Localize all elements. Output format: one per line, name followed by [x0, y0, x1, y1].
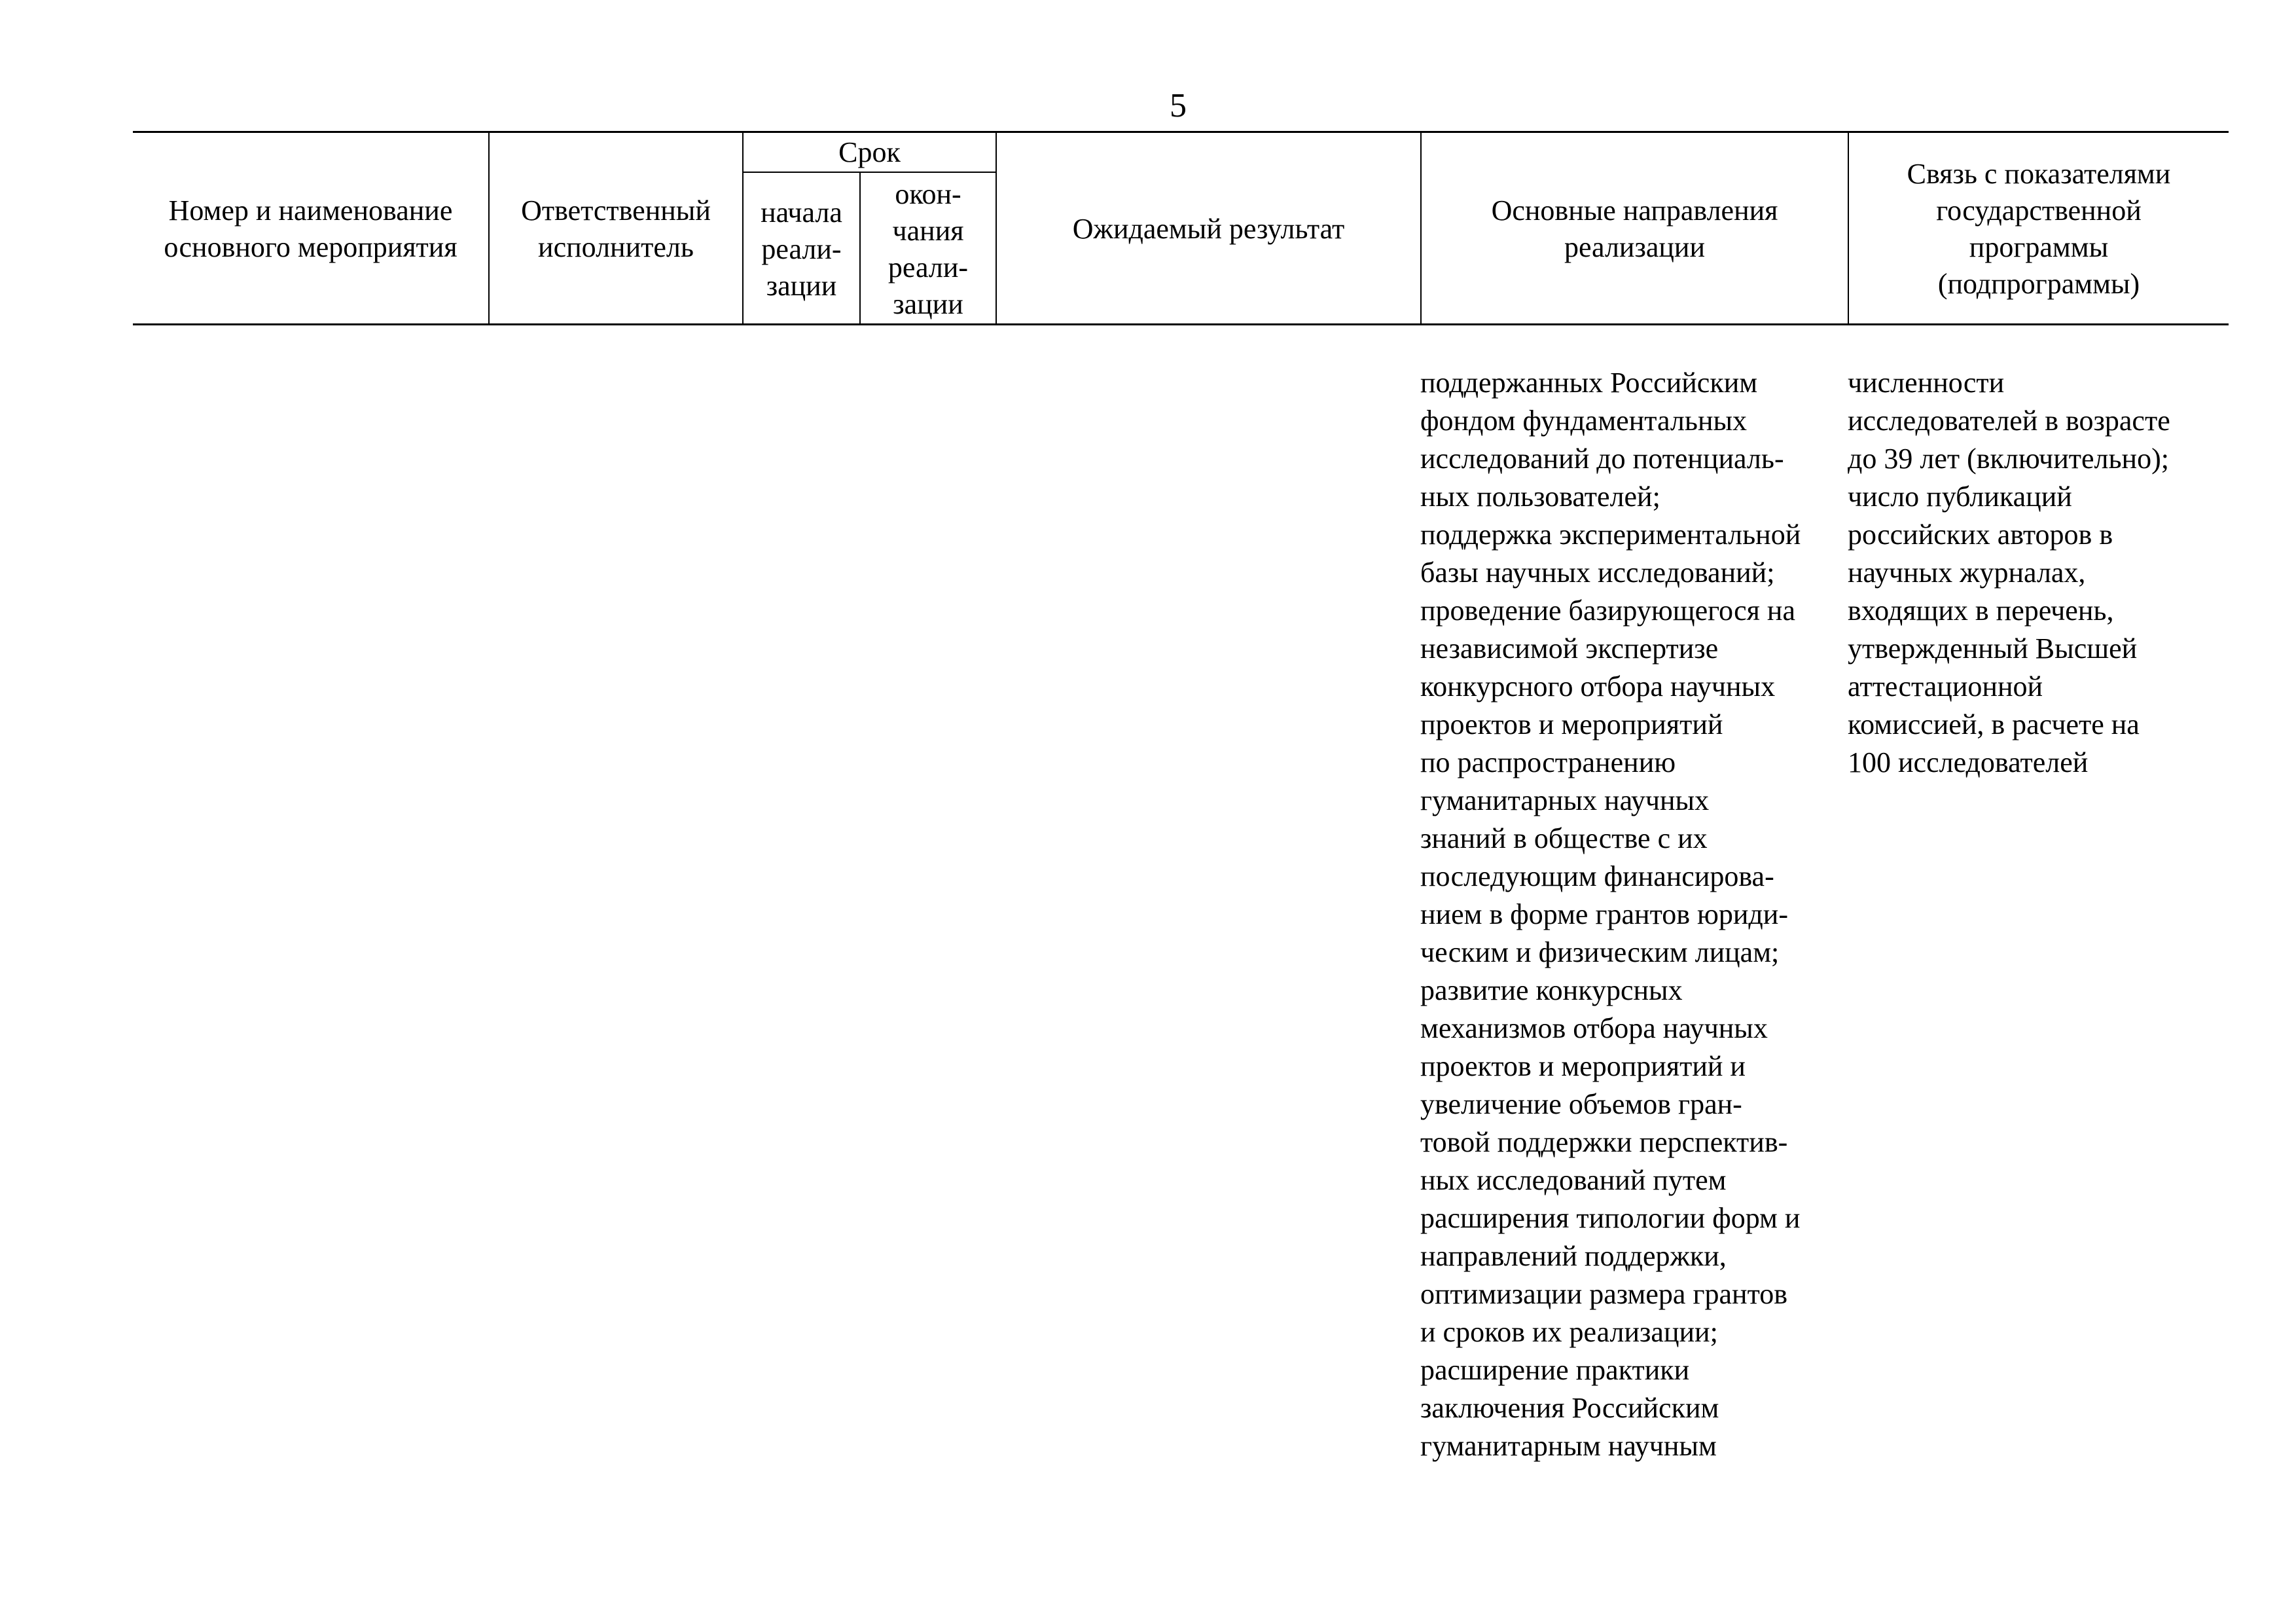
- header-expected-result: Ожидаемый результат: [1072, 213, 1345, 245]
- header-term: Срок: [838, 136, 901, 168]
- header-executor: Ответственный исполнитель: [521, 194, 711, 263]
- indicators-cell: численности исследователей в возрасте до 39 лет (включительно); число публикаций российских авторов в научных журналах, входящих в перечень, утвержденный Высшей аттестационной комиссией, в расчете на 100 исследователей: [1848, 367, 2170, 778]
- header-term-start: начала реали- зации: [761, 196, 842, 302]
- header-term-end: окон- чания реали- зации: [888, 178, 969, 320]
- header-event-name: Номер и наименование основного мероприятия: [164, 194, 457, 263]
- table-header: [133, 131, 2229, 325]
- header-indicators: Связь с показателями государственной программы (подпрограммы): [1907, 158, 2171, 300]
- directions-cell: поддержанных Российским фондом фундаментальных исследований до потенциаль- ных пользователей; поддержка экспериментальной базы научных исследований; проведение базирующегося на независимой экспертизе конкурсного отбора научных проектов и мероприятий по распространению гуманитарных научных знаний в обществе с их последующим финансирова- нием в форме грантов юриди- ческим и физическим лицам; развитие конкурсных механизмов отбора научных проектов и мероприятий и увеличение объемов гран- товой поддержки перспектив- ных исследований путем расширения типологии форм и направлений поддержки, оптимизации размера грантов и сроков их реализации; расширение практики заключения Российским гуманитарным научным: [1420, 367, 1801, 1462]
- page-number: 5: [1170, 87, 1187, 124]
- header-directions: Основные направления реализации: [1491, 194, 1778, 263]
